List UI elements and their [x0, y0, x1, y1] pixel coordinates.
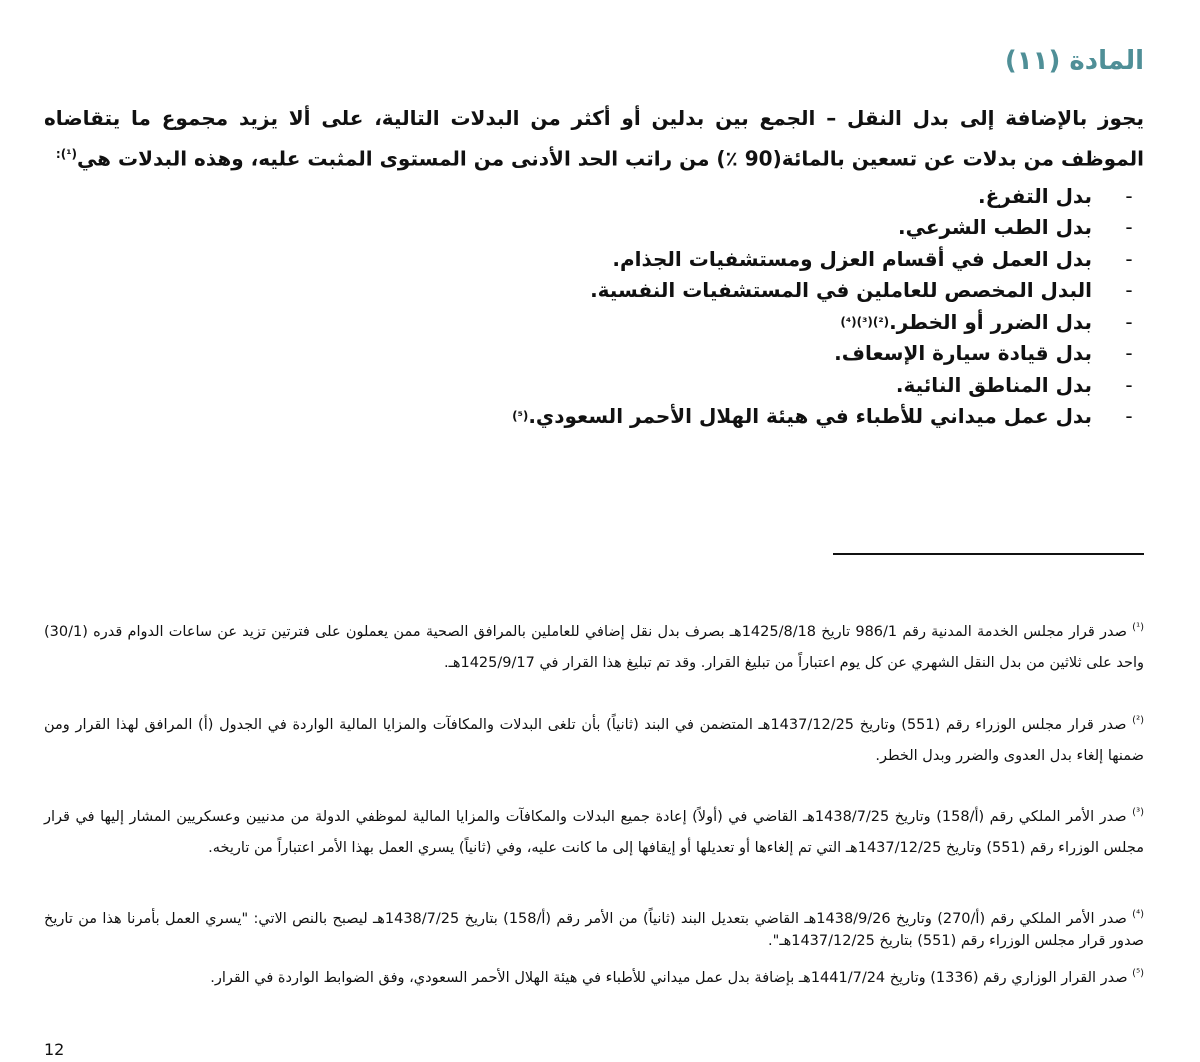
footnote-text: صدر قرار مجلس الوزراء رقم (551) وتاريخ 1437/12/25هـ المتضمن في البند (ثانياً) بأن تلغى البدلات والمكافآت والمزايا المالية الواردة في الجدول (أ) المرافق لهذا القرار ومن ضمنها إلغاء بدل العدوى والضرر وبدل الخطر.: [44, 716, 1144, 764]
footnote-text: صدر الأمر الملكي رقم (أ/158) وتاريخ 1438/7/25هـ القاضي في (أولاً) إعادة جميع البدلات والمكافآت والمزايا المالية لموظفي الدولة من مدنيين وعسكريين المشار إليها في قرار مجلس الوزراء رقم (551) وتاريخ 1437/12/25هـ التي تم إلغاءها أو تعديلها أو إيقافها إلى ما كانت عليه، وفي (ثانياً) يسري العمل بهذا الأمر اعتباراً من تاريخه.: [44, 808, 1144, 856]
page-number: 12: [44, 1040, 65, 1059]
list-item-text: بدل قيادة سيارة الإسعاف.: [834, 341, 1092, 366]
list-item: [424, 243, 1144, 275]
footnote-separator: [833, 553, 1144, 555]
list-item: [424, 369, 1144, 401]
list-dash: -: [1125, 372, 1133, 397]
list-item: [424, 401, 1144, 433]
footnote-mark: (²): [1132, 715, 1144, 726]
list-dash: -: [1125, 215, 1133, 240]
list-dash: -: [1125, 404, 1133, 429]
footnote-text: صدر الأمر الملكي رقم (أ/270) وتاريخ 1438/9/26هـ القاضي بتعديل البند (ثانياً) من الأمر رقم (أ/158) بتاريخ 1438/7/25هـ ليصبح بالنص الاتي: "يسري العمل بأمرنا هذا من تاريخ صدور قرار مجلس الوزراء رقم (551) بتاريخ 1437/12/25هـ".: [44, 910, 1144, 949]
footnote-2: [44, 705, 1144, 772]
list-item-text: البدل المخصص للعاملين في المستشفيات النفسية.: [590, 278, 1092, 303]
list-dash: -: [1125, 183, 1133, 208]
list-item: [424, 180, 1144, 212]
list-item: [424, 212, 1144, 244]
intro-paragraph: [44, 100, 1144, 177]
list-dash: -: [1125, 278, 1133, 303]
footnote-refs: (²)(³)(⁴): [840, 314, 890, 329]
list-dash: -: [1125, 309, 1133, 334]
article-title: المادة (١١): [1004, 46, 1144, 76]
list-item-text: بدل الطب الشرعي.: [897, 215, 1092, 240]
footnote-mark: (³): [1132, 807, 1144, 818]
list-item-text: بدل عمل ميداني للأطباء في هيئة الهلال الأحمر السعودي.: [528, 404, 1092, 429]
footnote-mark: (⁴): [1132, 909, 1144, 920]
list-dash: -: [1125, 341, 1133, 366]
footnote-mark: (⁵): [1132, 968, 1144, 979]
list-item: [424, 338, 1144, 370]
footnote-4: [44, 904, 1144, 952]
footnote-1: [44, 612, 1144, 679]
list-item: [424, 306, 1144, 338]
list-item-text: بدل المناطق النائية.: [895, 372, 1092, 397]
list-item-text: بدل التفرغ.: [977, 183, 1092, 208]
list-item: [424, 275, 1144, 307]
allowance-list: [424, 180, 1144, 432]
list-dash: -: [1125, 246, 1133, 271]
footnote-text: صدر قرار مجلس الخدمة المدنية رقم 986/1 تاريخ 1425/8/18هـ بصرف بدل نقل إضافي للعاملين بالمرافق الصحية ممن يعملون على فترتين تزيد عن ساعات الدوام قدره (30/1) واحد على ثلاثين من بدل النقل الشهري عن كل يوم اعتباراً من تبليغ القرار. وقد تم تبليغ هذا القرار في 1425/9/17هـ.: [44, 623, 1144, 671]
footnote-mark: (¹): [1132, 622, 1144, 633]
list-item-text: بدل العمل في أقسام العزل ومستشفيات الجذام.: [612, 246, 1092, 271]
footnote-5: [44, 958, 1144, 994]
intro-footnote-ref: (¹):: [55, 147, 77, 161]
intro-text: يجوز بالإضافة إلى بدل النقل – الجمع بين بدلين أو أكثر من البدلات التالية، على ألا يزيد مجموع ما يتقاضاه الموظف من بدلات عن تسعين بالمائة(90 ٪) من راتب الحد الأدنى من المستوى المثبت عليه، وهذه البدلات هي: [44, 106, 1144, 171]
footnote-text: صدر القرار الوزاري رقم (1336) وتاريخ 1441/7/24هـ بإضافة بدل عمل ميداني للأطباء في هيئة الهلال الأحمر السعودي، وفق الضوابط الواردة في القرار.: [210, 969, 1133, 986]
list-item-text: بدل الضرر أو الخطر.: [889, 309, 1092, 334]
footnote-refs: (⁵): [512, 409, 529, 424]
footnote-3: [44, 797, 1144, 864]
